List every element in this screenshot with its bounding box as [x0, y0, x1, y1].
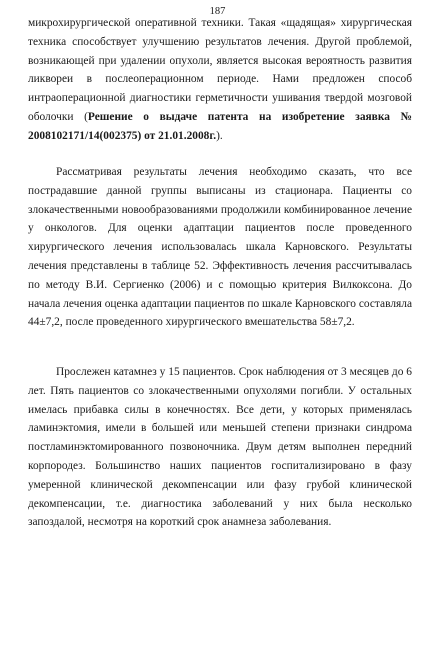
page-number: 187 [209, 6, 226, 17]
paragraph-3-text: Прослежен катамнез у 15 пациентов. Срок наблюдения от 3 месяцев до 6 лет. Пять пациентов со злокачественными опухолями погибли. У остальных имелась прибавка силы в конечностях. Все дети, у которых применялась ламинэктомия, имели в большей или меньшей степени признаки синдрома постламинэктомированного позвоночника. Двум детям выполнен передний корпородез. Большинство наших пациентов госпитализировано в фазу умеренной клинической декомпенсации или фазу грубой клинической декомпенсации, т.е. диагностика заболеваний у них была несколько запоздалой, несмотря на короткий срок анамнеза заболевания. [28, 366, 412, 529]
paragraph-1-text: микрохирургической оперативной техники. Такая «щадящая» хирургическая техника способствует улучшению результатов лечения. Другой проблемой, возникающей при удалении опухоли, является высокая вероятность развития ликвореи в послеоперационном периоде. Нами предложен способ интраоперационной диагностики герметичности ушивания твердой мозговой оболочки ( [28, 17, 412, 123]
paragraph-3 [28, 363, 412, 532]
patent-reference: Решение о выдаче патента на изобретение заявка № 2008102171/14(002375) от 21.01.2008г. [28, 110, 413, 142]
paragraph-1 [28, 14, 412, 146]
paragraph-2-text: Рассматривая результаты лечения необходимо сказать, что все пострадавшие данной группы выписаны из стационара. Пациенты со злокачественными новообразованиями продолжили комбинированное лечение у онкологов. Для оценки адаптации пациентов после проведенного хирургического лечения использовалась шкала Карновского. Результаты лечения представлены в таблице 52. Эффективность лечения рассчитывалась по методу В.И. Сергиенко (2006) и с помощью критерия Вилкоксона. До начала лечения оценка адаптации пациентов по шкале Карновского составляла 44±7,2, после проведенного хирургического вмешательства 58±7,2. [28, 166, 412, 329]
paragraph-1-closing: ). [216, 129, 223, 142]
paragraph-2 [28, 163, 412, 332]
